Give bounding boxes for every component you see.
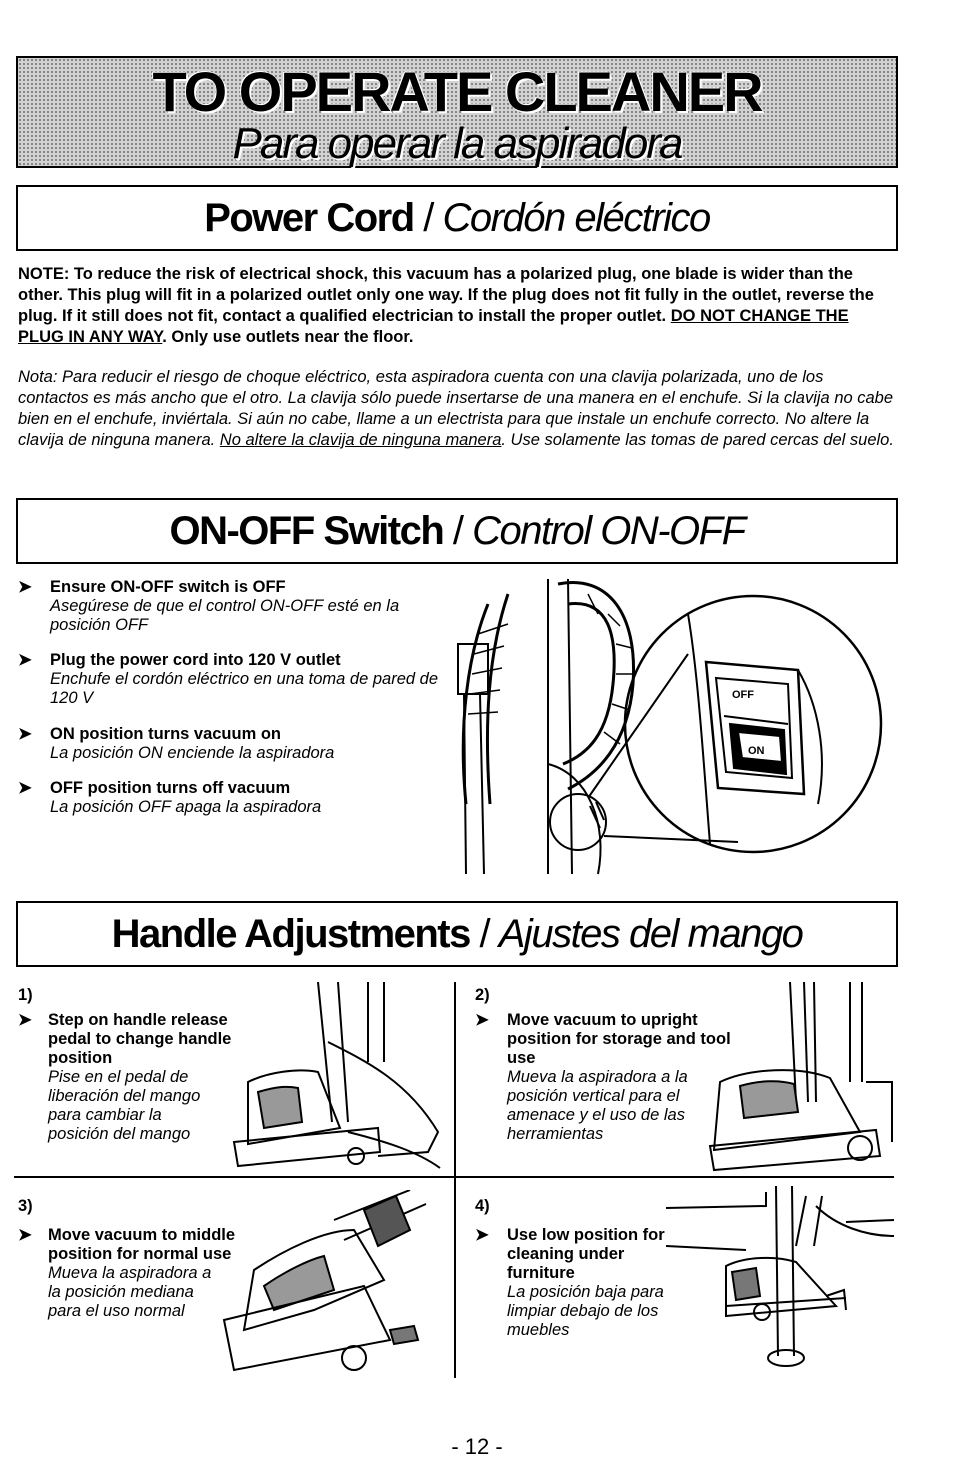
- onoff-title-es: Control ON-OFF: [472, 509, 745, 553]
- do-not-change-plug-text: DO NOT CHANGE THE PLUG IN ANY WAY: [18, 307, 849, 346]
- step-2-text: ➤ Move vacuum to upright position for storage and tool use Mueva la aspiradora a la posición vertical para el amenace y el uso de las herramientas: [475, 1011, 731, 1143]
- onoff-title-en: ON-OFF Switch: [169, 509, 444, 553]
- power-cord-title-es: Cordón eléctrico: [442, 196, 710, 240]
- page-number: - 12 -: [451, 1434, 503, 1459]
- arrowhead-icon: ➤: [475, 1011, 489, 1029]
- step-3-number: 3): [18, 1197, 33, 1215]
- step-4-illustration: [666, 1186, 896, 1370]
- step-2-number: 2): [475, 986, 490, 1004]
- step-3-illustration: [214, 1190, 450, 1380]
- heading-separator: /: [423, 196, 433, 240]
- handle-title-es: Ajustes del mango: [498, 912, 803, 956]
- arrowhead-icon: ➤: [18, 651, 32, 669]
- switch-on-label: ON: [748, 745, 765, 757]
- arrowhead-icon: ➤: [475, 1226, 489, 1244]
- arrowhead-icon: ➤: [18, 725, 32, 743]
- arrowhead-icon: ➤: [18, 578, 32, 596]
- step-4-text: ➤ Use low position for cleaning under furniture La posición baja para limpiar debajo de los muebles: [475, 1226, 665, 1339]
- vertical-divider: [454, 982, 456, 1378]
- power-cord-note-es: Nota: Para reducir el riesgo de choque eléctrico, esta aspiradora cuenta con una clavija polarizada, uno de los contactos es más ancho que el otro. La clavija sólo puede insertarse de una manera en el enchufe. Si la clavija no cabe bien en el enchufe, inviértala. Si aún no cabe, llame a un electrista para que instale un enchufe correcto. No altere la clavija de ninguna manera. No altere la clavija de ninguna manera. Use solamente las tomas de pared cercas del suelo.: [18, 368, 894, 449]
- page-subtitle: Para operar la aspiradora: [232, 119, 682, 168]
- arrowhead-icon: ➤: [18, 1226, 32, 1244]
- onoff-bullet-1: ➤ Ensure ON-OFF switch is OFF Asegúrese de que el control ON-OFF esté en la posición OFF: [18, 578, 400, 634]
- heading-separator: /: [479, 912, 490, 956]
- page-title: TO OPERATE CLEANER: [152, 60, 762, 123]
- power-cord-heading: [16, 185, 898, 251]
- onoff-bullet-3: ➤ ON position turns vacuum on La posición ON enciende la aspiradora: [18, 725, 335, 762]
- step-4-number: 4): [475, 1197, 490, 1215]
- step-3-text: ➤ Move vacuum to middle position for normal use Mueva la aspiradora a la posición mediana para el uso normal: [18, 1226, 236, 1320]
- onoff-switch-illustration: [448, 574, 898, 880]
- step-1-text: ➤ Step on handle release pedal to change handle position Pise en el pedal de liberación del mango para cambiar la posición del mango: [18, 1011, 232, 1143]
- arrowhead-icon: ➤: [18, 779, 32, 797]
- arrowhead-icon: ➤: [18, 1011, 32, 1029]
- onoff-bullet-2: ➤ Plug the power cord into 120 V outlet Enchufe el cordón eléctrico en una toma de pared de 120 V: [18, 651, 439, 707]
- step-1-illustration: [228, 982, 450, 1174]
- step-2-illustration: [700, 982, 896, 1174]
- onoff-bullet-4: ➤ OFF position turns off vacuum La posición OFF apaga la aspiradora: [18, 779, 322, 816]
- heading-separator: /: [452, 509, 463, 553]
- step-1-number: 1): [18, 986, 33, 1004]
- horizontal-divider: [14, 1176, 894, 1178]
- switch-off-label: OFF: [732, 689, 754, 701]
- power-cord-title-en: Power Cord: [204, 196, 414, 240]
- handle-title-en: Handle Adjustments: [111, 912, 470, 956]
- handle-heading: [16, 901, 898, 967]
- title-banner: [16, 56, 898, 168]
- power-cord-note-en: NOTE: To reduce the risk of electrical shock, this vacuum has a polarized plug, one blade is wider than the other. This plug will fit in a polarized outlet only one way. If the plug does not fit fully in the outlet, reverse the plug. If it still does not fit, contact a qualified electrician to install the proper outlet. DO NOT CHANGE THE PLUG IN ANY WAY. Only use outlets near the floor.: [18, 265, 874, 346]
- no-altere-text: No altere la clavija de ninguna manera: [219, 431, 502, 449]
- onoff-heading: [16, 498, 898, 564]
